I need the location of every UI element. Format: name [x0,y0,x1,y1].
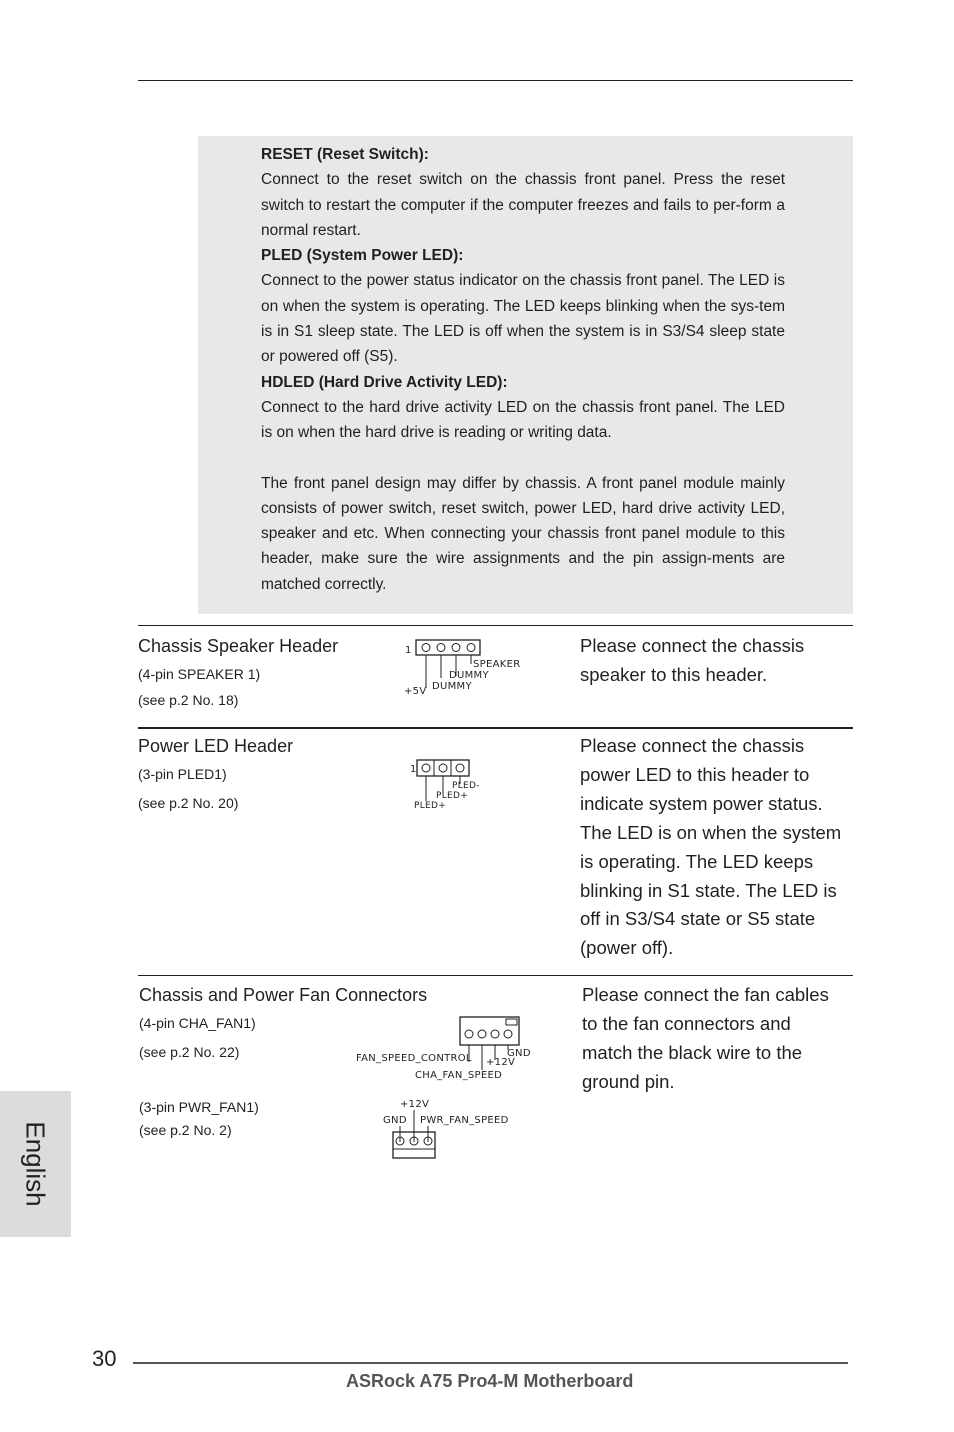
pled-desc [580,732,841,963]
section-rule [138,727,853,729]
hdled-heading: HDLED (Hard Drive Activity LED): [261,373,508,391]
speaker-ref: (see p.2 No. 18) [138,692,239,708]
pwr-fan-diagram [378,1096,518,1162]
fan-title: Chassis and Power Fan Connectors [139,985,428,1005]
pled-desc-line: is operating. The LED keeps [580,850,814,872]
pled-desc-line: blinking in S1 state. The LED is [580,879,837,901]
fan-speed-control-label: FAN_SPEED_CONTROL [356,1053,472,1064]
cha-fan-ref: (see p.2 No. 22) [139,1044,240,1060]
pled-text: Connect to the power status indicator on the chassis front panel. The LED is on when the system is operating. The LED keeps blinking when the sys-tem is in S1 sleep state. The LED is off when the system is in S3/S4 sleep state or powered off (S5). [261,272,785,366]
pled-pin1-label: 1 [410,764,417,775]
pled-desc-line: power LED to this header to [580,763,810,785]
pled-desc-line: (power off). [580,937,674,959]
notes-text [261,142,785,597]
plus5v-label: +5V [404,686,427,697]
dummy-label-2: DUMMY [432,681,472,692]
pwr-gnd-label: GND [383,1115,407,1126]
pwr-fan-speed-label: PWR_FAN_SPEED [420,1115,509,1126]
dummy-label-1: DUMMY [449,670,489,681]
pled-ref: (see p.2 No. 20) [138,795,239,811]
pled-desc-line: Please connect the chassis [580,735,805,756]
pled-title: Power LED Header [138,736,294,756]
fan-desc-line: Please connect the fan cables [582,984,829,1005]
pled-desc-line: off in S3/S4 state or S5 state [580,908,816,930]
pled-desc-line: The LED is on when the system [580,821,842,843]
pled-header-diagram [405,754,505,814]
panel-text: The front panel design may differ by chassis. A front panel module mainly consists of power switch, reset switch, power LED, hard drive activity LED, speaker and etc. When connecting your chassis front panel module to this header, make sure the wire assignments and the pin assign-ments are matched correctly. [261,474,785,593]
speaker-desc [580,632,804,690]
speaker-label: SPEAKER [473,659,521,670]
pled-plus-label-2: PLED+ [414,801,447,811]
language-tab-label: English [20,1121,51,1207]
speaker-pins: (4-pin SPEAKER 1) [138,666,261,682]
speaker-title: Chassis Speaker Header [138,636,339,656]
speaker-header-diagram [396,634,536,698]
cha-gnd-label: GND [507,1048,531,1059]
section-rule [138,625,853,626]
cha-fan-diagram [350,1012,540,1084]
cha-fan-speed-label: CHA_FAN_SPEED [415,1070,503,1081]
language-tab [0,1091,71,1237]
section-rule [138,975,853,976]
pled-plus-label-1: PLED+ [436,791,469,801]
top-rule [138,80,853,81]
pled-pins: (3-pin PLED1) [138,766,227,782]
pled-minus-label: PLED- [452,781,480,791]
fan-desc-line: ground pin. [582,1070,675,1092]
fan-desc [582,981,829,1097]
cha-fan-pins: (4-pin CHA_FAN1) [139,1015,256,1031]
speaker-pin1-label: 1 [405,645,412,656]
reset-text: Connect to the reset switch on the chassis front panel. Press the reset switch to restart the computer if the computer freezes and fails to per-form a normal restart. [261,171,785,239]
pled-heading: PLED (System Power LED): [261,247,464,265]
reset-heading: RESET (Reset Switch): [261,146,429,163]
cha-plus12-label: +12V [486,1057,516,1068]
speaker-desc-line: Please connect the chassis [580,635,805,656]
speaker-desc-line: speaker to this header. [580,663,768,685]
footer-rule [133,1362,848,1364]
hdled-text: Connect to the hard drive activity LED on the chassis front panel. The LED is on when the hard drive is reading or writing data. [261,398,785,442]
pwr-fan-ref: (see p.2 No. 2) [139,1122,232,1138]
pwr-fan-pins: (3-pin PWR_FAN1) [139,1099,259,1115]
pled-desc-line: indicate system power status. [580,792,823,814]
fan-desc-line: match the black wire to the [582,1041,803,1063]
fan-desc-line: to the fan connectors and [582,1012,791,1034]
page-number: 30 [92,1346,117,1371]
footer-title: ASRock A75 Pro4-M Motherboard [346,1371,634,1391]
pwr-plus12-label: +12V [400,1099,430,1110]
